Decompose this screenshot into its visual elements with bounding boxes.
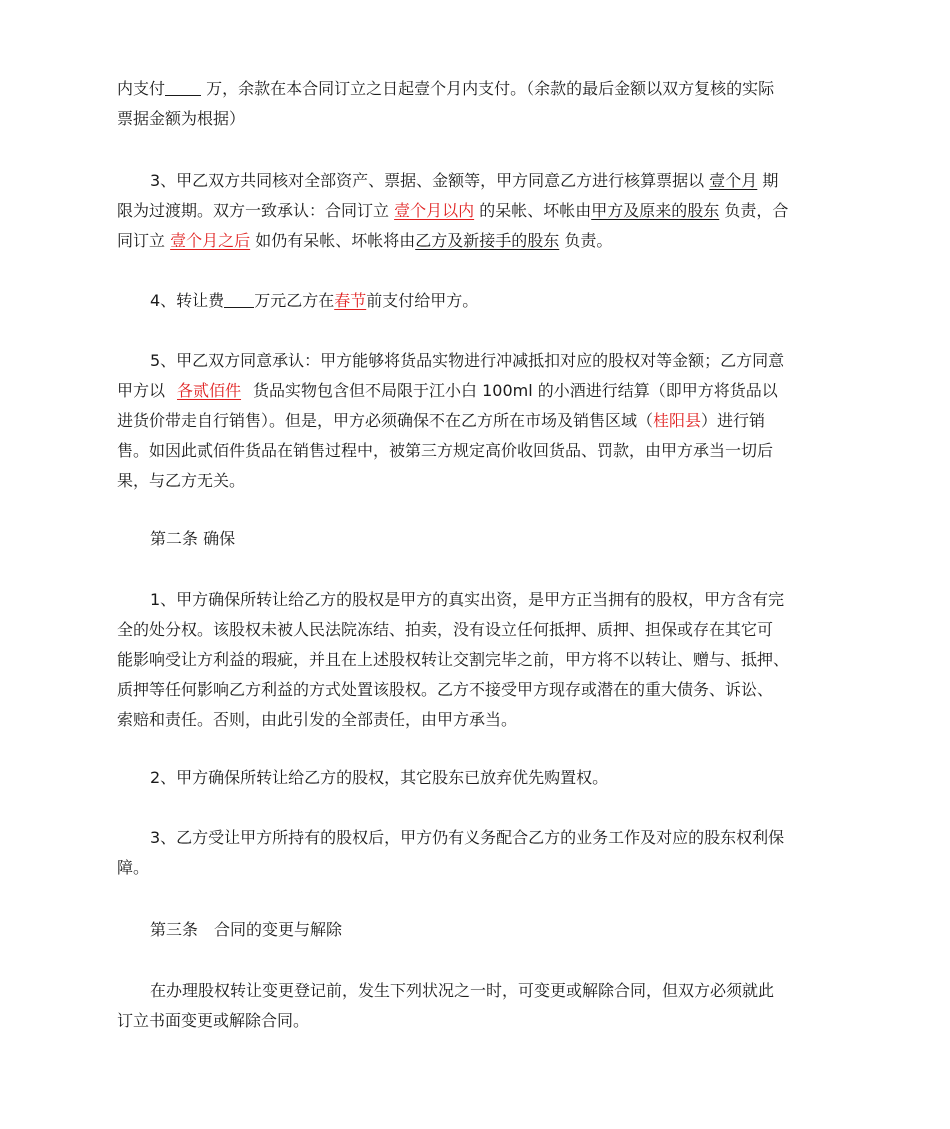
spring-festival-highlight: 春节	[334, 291, 367, 310]
quantity-highlight: 各贰佰件	[177, 381, 242, 400]
article-2-heading: 第二条 确保	[150, 529, 236, 548]
paragraph-payment-terms: 内支付 万，余款在本合同订立之日起壹个月内支付。（余款的最后金额以双方复核的实际 票据金额为根据）	[117, 79, 775, 128]
party-a-responsible: 甲方及原来的股东	[591, 201, 720, 220]
article-3-intro: 在办理股权转让变更登记前，发生下列状况之一时，可变更或解除合同，但双方必须就此 订立书面变更或解除合同。	[117, 981, 775, 1030]
clause-4-transfer-fee: 4、转让费 万元乙方在春节前支付给甲方。	[150, 291, 479, 310]
party-b-responsible: 乙方及新接手的股东	[415, 231, 560, 250]
article-2-clause-2: 2、甲方确保所转让给乙方的股权，其它股东已放弃优先购置权。	[150, 768, 609, 787]
amount-blank	[165, 77, 201, 96]
article-2-clause-3: 3、乙方受让甲方所持有的股权后，甲方仍有义务配合乙方的业务工作及对应的股东权利保 障。	[117, 828, 785, 877]
period-underlined: 壹个月	[709, 171, 758, 190]
article-2-clause-1: 1、甲方确保所转让给乙方的股权是甲方的真实出资，是甲方正当拥有的股权，甲方含有完 全的处分权。该股权未被人民法院冻结、拍卖，没有设立任何抵押、质押、担保或存在其它可 能影响受让方利益的瑕疵，并且在上述股权转让交割完毕之前，甲方将不以转让、赠与、抵押、 质押等任何影响乙方利益的方式处置该股权。乙方不接受甲方现存或潜在的重大债务、诉讼、 索赔和责任。否则，由此引发的全部责任，由甲方承当。	[117, 590, 790, 729]
fee-blank	[224, 289, 254, 308]
clause-5-goods-offset: 5、甲乙双方同意承认：甲方能够将货品实物进行冲减抵扣对应的股权对等金额；乙方同意 甲方以 各贰佰件 货品实物包含但不局限于江小白 100ml 的小酒进行结算（即甲方将货品以 进货价带走自行销售）。但是，甲方必须确保不在乙方所在市场及销售区域（桂阳县）进行销 售。如因此贰佰件货品在销售过程中，被第三方规定高价收回货品、罚款，由甲方承当一切后 果，与乙方无关。	[117, 351, 785, 490]
clause-3-transition: 3、甲乙双方共同核对全部资产、票据、金额等，甲方同意乙方进行核算票据以 壹个月 期 限为过渡期。双方一致承认：合同订立 壹个月以内 的呆帐、坏帐由甲方及原来的股东 负责，合 同订立 壹个月之后 如仍有呆帐、坏帐将由乙方及新接手的股东 负责。	[117, 171, 789, 250]
article-3-heading: 第三条 合同的变更与解除	[150, 920, 343, 939]
after-one-month-highlight: 壹个月之后	[170, 231, 251, 250]
county-highlight: 桂阳县	[653, 411, 702, 430]
within-one-month-highlight: 壹个月以内	[394, 201, 475, 220]
